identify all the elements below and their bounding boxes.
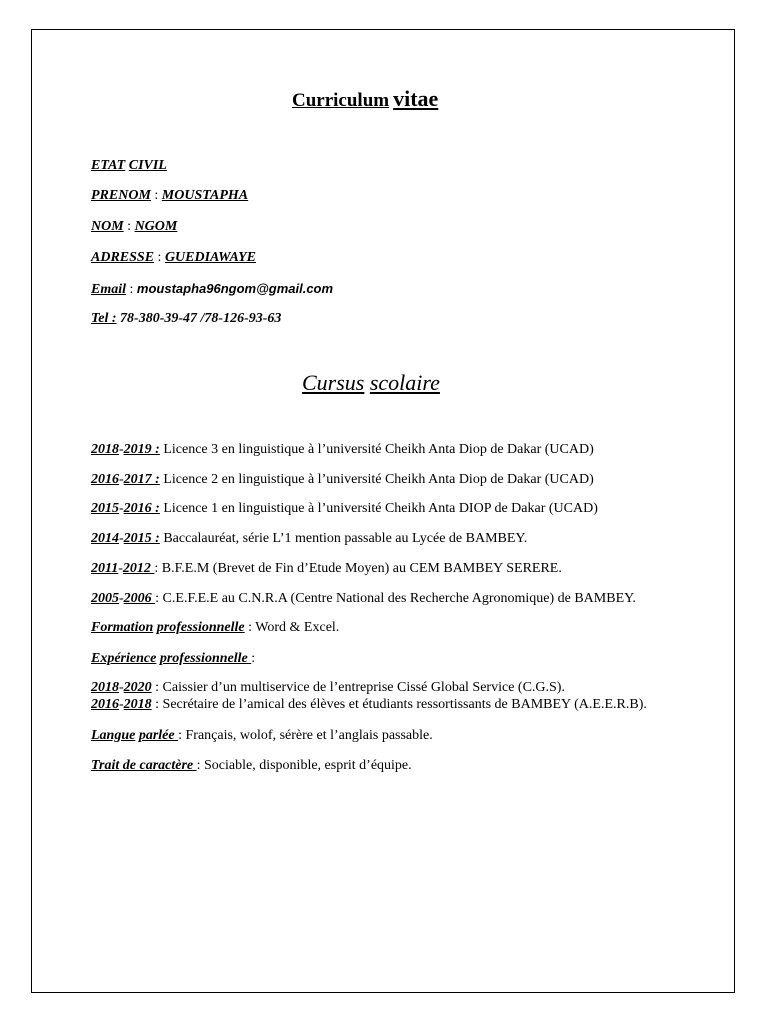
- etat-civil-heading: [91, 158, 167, 174]
- nom-line: NOM : NGOM: [91, 219, 178, 234]
- education-entry: 2015-2016 : Licence 1 en linguistique à l’université Cheikh Anta DIOP de Dakar (UCAD): [91, 501, 598, 516]
- entry-text: : B.F.E.M (Brevet de Fin d’Etude Moyen) au CEM BAMBEY SERERE.: [154, 561, 562, 576]
- cursus-word-1: Cursus: [302, 370, 365, 395]
- entry-year-start: 2011: [91, 561, 119, 576]
- experience-item: 2018-2020 : Caissier d’un multiservice de l’entreprise Cissé Global Service (C.G.S).: [91, 680, 565, 695]
- email-label: Email: [91, 282, 127, 297]
- entry-year-start: 2016: [91, 472, 119, 487]
- education-entry: 2018-2019 : Licence 3 en linguistique à l’université Cheikh Anta Diop de Dakar (UCAD): [91, 442, 594, 457]
- formation-line: [91, 620, 339, 636]
- experience-text: : Secrétaire de l’amical des élèves et étudiants ressortissants de BAMBEY (A.E.E.R.B).: [151, 697, 647, 712]
- etat-civil-word-2: CIVIL: [128, 158, 167, 173]
- cursus-word-2: scolaire: [369, 370, 440, 395]
- formation-label-2: professionnelle: [156, 620, 245, 635]
- langue-label-2: parlée: [138, 728, 179, 743]
- entry-year-end: 2006: [123, 591, 156, 606]
- email-line: Email : moustapha96ngom@gmail.com: [91, 281, 334, 297]
- trait-text: : Sociable, disponible, esprit d’équipe.: [196, 758, 412, 773]
- entry-year-end: 2016 :: [123, 501, 160, 516]
- cv-title: [292, 86, 438, 112]
- entry-year-end: 2015 :: [123, 531, 160, 546]
- experience-label-2: professionnelle: [159, 651, 252, 666]
- adresse-value: GUEDIAWAYE: [164, 250, 256, 265]
- tel-label: Tel :: [91, 311, 117, 326]
- entry-text: Baccalauréat, série L’1 mention passable au Lycée de BAMBEY.: [159, 531, 528, 546]
- trait-line: [91, 758, 412, 774]
- trait-label: Trait de caractère: [91, 758, 197, 773]
- entry-year-start: 2018: [91, 442, 119, 457]
- experience-heading: [91, 651, 255, 667]
- experience-colon: :: [251, 651, 256, 666]
- education-entry: 2011-2012 : B.F.E.M (Brevet de Fin d’Etude Moyen) au CEM BAMBEY SERERE.: [91, 561, 562, 576]
- entry-text: : C.E.F.E.E au C.N.R.A (Centre National des Recherche Agronomique) de BAMBEY.: [155, 591, 636, 606]
- formation-text: : Word & Excel.: [244, 620, 340, 635]
- experience-item: 2016-2018 : Secrétaire de l’amical des élèves et étudiants ressortissants de BAMBEY (A.E.E.R.B).: [91, 697, 647, 712]
- experience-year-start: 2016: [91, 697, 119, 712]
- entry-year-end: 2019 :: [123, 442, 160, 457]
- etat-civil-word-1: ETAT: [91, 158, 126, 173]
- prenom-line: PRENOM : MOUSTAPHA: [91, 188, 249, 203]
- experience-year-end: 2020: [123, 680, 152, 695]
- entry-text: Licence 2 en linguistique à l’université Cheikh Anta Diop de Dakar (UCAD): [159, 472, 594, 487]
- title-word-1: Curriculum: [292, 90, 390, 111]
- experience-text: : Caissier d’un multiservice de l’entreprise Cissé Global Service (C.G.S).: [151, 680, 565, 695]
- entry-text: Licence 1 en linguistique à l’université Cheikh Anta DIOP de Dakar (UCAD): [159, 501, 598, 516]
- langue-line: [91, 728, 433, 744]
- tel-line: [91, 311, 281, 327]
- cursus-heading: [302, 370, 440, 396]
- experience-year-end: 2018: [123, 697, 152, 712]
- education-entry: 2014-2015 : Baccalauréat, série L’1 mention passable au Lycée de BAMBEY.: [91, 531, 528, 546]
- entry-year-end: 2017 :: [123, 472, 160, 487]
- langue-label-1: Langue: [91, 728, 136, 743]
- entry-year-start: 2015: [91, 501, 119, 516]
- nom-value: NGOM: [134, 219, 178, 234]
- entry-text: Licence 3 en linguistique à l’université Cheikh Anta Diop de Dakar (UCAD): [159, 442, 594, 457]
- education-entry: 2005-2006 : C.E.F.E.E au C.N.R.A (Centre National des Recherche Agronomique) de BAMBEY.: [91, 591, 636, 606]
- education-entry: 2016-2017 : Licence 2 en linguistique à l’université Cheikh Anta Diop de Dakar (UCAD): [91, 472, 594, 487]
- nom-label: NOM: [91, 219, 124, 234]
- email-value: moustapha96ngom@gmail.com: [136, 281, 334, 296]
- title-word-2: vitae: [393, 86, 439, 111]
- adresse-label: ADRESSE: [91, 250, 155, 265]
- entry-year-end: 2012: [122, 561, 155, 576]
- prenom-value: MOUSTAPHA: [161, 188, 249, 203]
- entry-year-start: 2014: [91, 531, 119, 546]
- adresse-line: ADRESSE : GUEDIAWAYE: [91, 250, 256, 265]
- entry-year-start: 2005: [91, 591, 119, 606]
- prenom-label: PRENOM: [91, 188, 151, 203]
- langue-text: : Français, wolof, sérère et l’anglais passable.: [178, 728, 433, 743]
- tel-value: 78-380-39-47 /78-126-93-63: [120, 311, 282, 326]
- formation-label-1: Formation: [91, 620, 154, 635]
- experience-label-1: Expérience: [91, 651, 157, 666]
- experience-year-start: 2018: [91, 680, 119, 695]
